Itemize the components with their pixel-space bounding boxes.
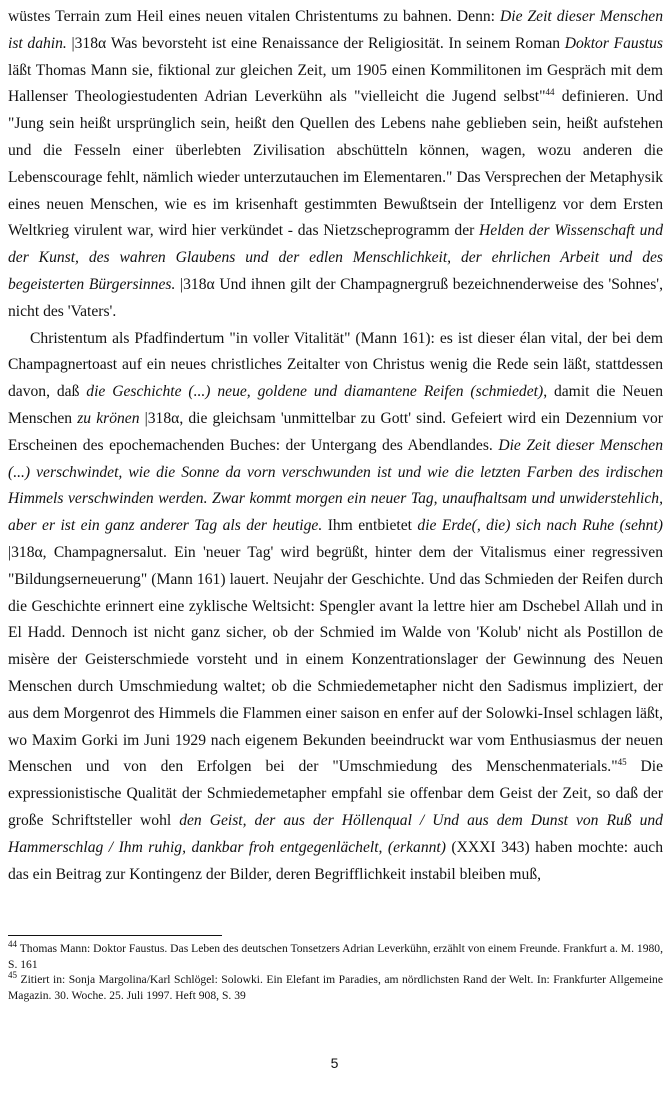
- text-run: wüstes Terrain zum Heil eines neuen vitalen Christentums zu bahnen. Denn:: [8, 8, 500, 25]
- footnote-text: Zitiert in: Sonja Margolina/Karl Schlögel: Solowki. Ein Elefant im Paradies, am nördlichsten Rand der Welt. In: Frankfurter Allgemeine Magazin. 30. Woche. 25. Juli 1997. Heft 908, S. 39: [8, 973, 663, 1002]
- paragraph-2: [8, 326, 663, 889]
- footnote-separator: [8, 935, 222, 936]
- text-run: definieren. Und "Jung sein heißt ursprünglich sein, heißt den Quellen des Lebens nahe geblieben sein, heißt aufstehen und die Fesseln einer überlebten Zivilisation abschütteln können, wagen, wozu anderen die Lebenscourage fehlt, nämlich wieder unterzutauchen im Elementaren." Das Versprechen der Metaphysik eines neuen Menschen, wie es im krisenhaft gestimmten Bewußtsein der Intelligenz vor dem Ersten Weltkrieg virulent war, wird hier verkündet - das Nietzscheprogramm der: [8, 88, 663, 240]
- text-run: |318α, Champagnersalut. Ein 'neuer Tag' wird begrüßt, hinter dem der Vitalismus einer regressiven "Bildungserneuerung" (Mann 161) lauert. Neujahr der Geschichte. Und das Schmieden der Reifen durch die Geschichte erinnert eine zyklische Weltsicht: Spengler avant la lettre hier am Dschebel Allah und in El Hadd. Dennoch ist nicht ganz sicher, ob der Schmied im Walde von 'Kolub' nicht als Postillon de misère der Geisterschmiede vorsteht und in einem Konzentrationslager der Gewinnung des Neuen Menschen durch Umschmiedung waltet; ob die Schmiedemetapher nicht den Sadismus impliziert, der aus dem Morgenrot des Himmels die Flammen einer saison en enfer auf der Solowki-Insel schlagen läßt, wo Maxim Gorki im Juni 1929 nach eigenem Bekunden beeindruckt war vom Enthusiasmus der neuen Menschen und von den Erfolgen bei der "Umschmiedung des Menschenmaterials.": [8, 543, 663, 776]
- italic-quote: die Geschichte (...) neue, goldene und diamantene Reifen (schmiedet): [86, 383, 544, 401]
- footnote-number: 45: [8, 970, 17, 981]
- italic-quote: zu krönen: [77, 409, 140, 427]
- footnote-text: Thomas Mann: Doktor Faustus. Das Leben des deutschen Tonsetzers Adrian Leverkühn, erzählt von einem Freunde. Frankfurt a. M. 1980, S. 161: [8, 942, 663, 971]
- text-run: Ihm entbietet: [322, 517, 418, 535]
- page-number: 5: [330, 1055, 339, 1071]
- footnote-marker: 45: [617, 757, 627, 768]
- footnote-marker: 44: [545, 87, 555, 98]
- text-run: |318α, die gleichsam 'unmittelbar zu Gott' sind. Gefeiert wird ein Dezennium vor Erscheinen des epochemachenden Buches: der Untergang des Abendlandes.: [8, 409, 663, 454]
- italic-quote: Die Zeit dieser Menschen (...) verschwindet, wie die Sonne da vorn verschwunden ist und wie die letzten Farben des irdischen Himmels verschwinden werden. Zwar kommt morgen ein neuer Tag, unaufhaltsam und unwiderstehlich, aber er ist ein ganz anderer Tag als der heutige.: [8, 436, 663, 535]
- text-run: |318α Und ihnen gilt der Champagnergruß bezeichnenderweise des 'Sohnes', nicht des 'Vaters'.: [8, 275, 663, 320]
- italic-quote: Doktor Faustus: [564, 34, 663, 52]
- footnote-number: 44: [8, 939, 17, 950]
- italic-quote: Helden der Wissenschaft und der Kunst, des wahren Glaubens und der edlen Menschlichkeit, der ehrlichen Arbeit und des begeisterten Bürgersinnes.: [8, 222, 664, 293]
- footnote-44: [8, 941, 663, 972]
- italic-quote: den Geist, der aus der Höllenqual / Und aus dem Dunst von Ruß und Hammerschlag / Ihm ruhig, dankbar froh entgegenlächelt, (erkannt): [8, 811, 663, 856]
- italic-quote: die Erde(, die) sich nach Ruhe (sehnt): [417, 517, 663, 535]
- text-run: Die expressionistische Qualität der Schmiedemetapher empfahl sie offenbar dem Geist der Zeit, so daß der große Schriftsteller wohl: [8, 758, 663, 829]
- text-run: Christentum als Pfadfindertum "in voller Vitalität" (Mann 161): es ist dieser élan vital, der bei dem Champagnertoast auf ein neues christliches Zeitalter von Christus wenig die Rede sein läßt, stattdessen davon, daß: [8, 329, 663, 401]
- italic-quote: Die Zeit dieser Menschen ist dahin.: [8, 8, 663, 52]
- text-run: (XXXI 343) haben mochte: auch das ein Beitrag zur Kontingenz der Bilder, deren Begrifflichkeit instabil bleiben muß,: [8, 838, 663, 883]
- text-run: , damit die Neuen Menschen: [8, 383, 663, 427]
- text-run: läßt Thomas Mann sie, fiktional zur gleichen Zeit, um 1905 einen Kommilitonen im Gespräch mit dem Hallenser Theologiestudenten Adrian Leverkühn als "vielleicht die Jugend selbst": [8, 61, 663, 106]
- paragraph-1: [8, 4, 663, 326]
- text-run: |318α Was bevorsteht ist eine Renaissance der Religiosität. In seinem Roman: [66, 34, 565, 52]
- footnotes: [8, 941, 663, 1003]
- main-text: [8, 4, 663, 888]
- footnote-45: [8, 972, 663, 1003]
